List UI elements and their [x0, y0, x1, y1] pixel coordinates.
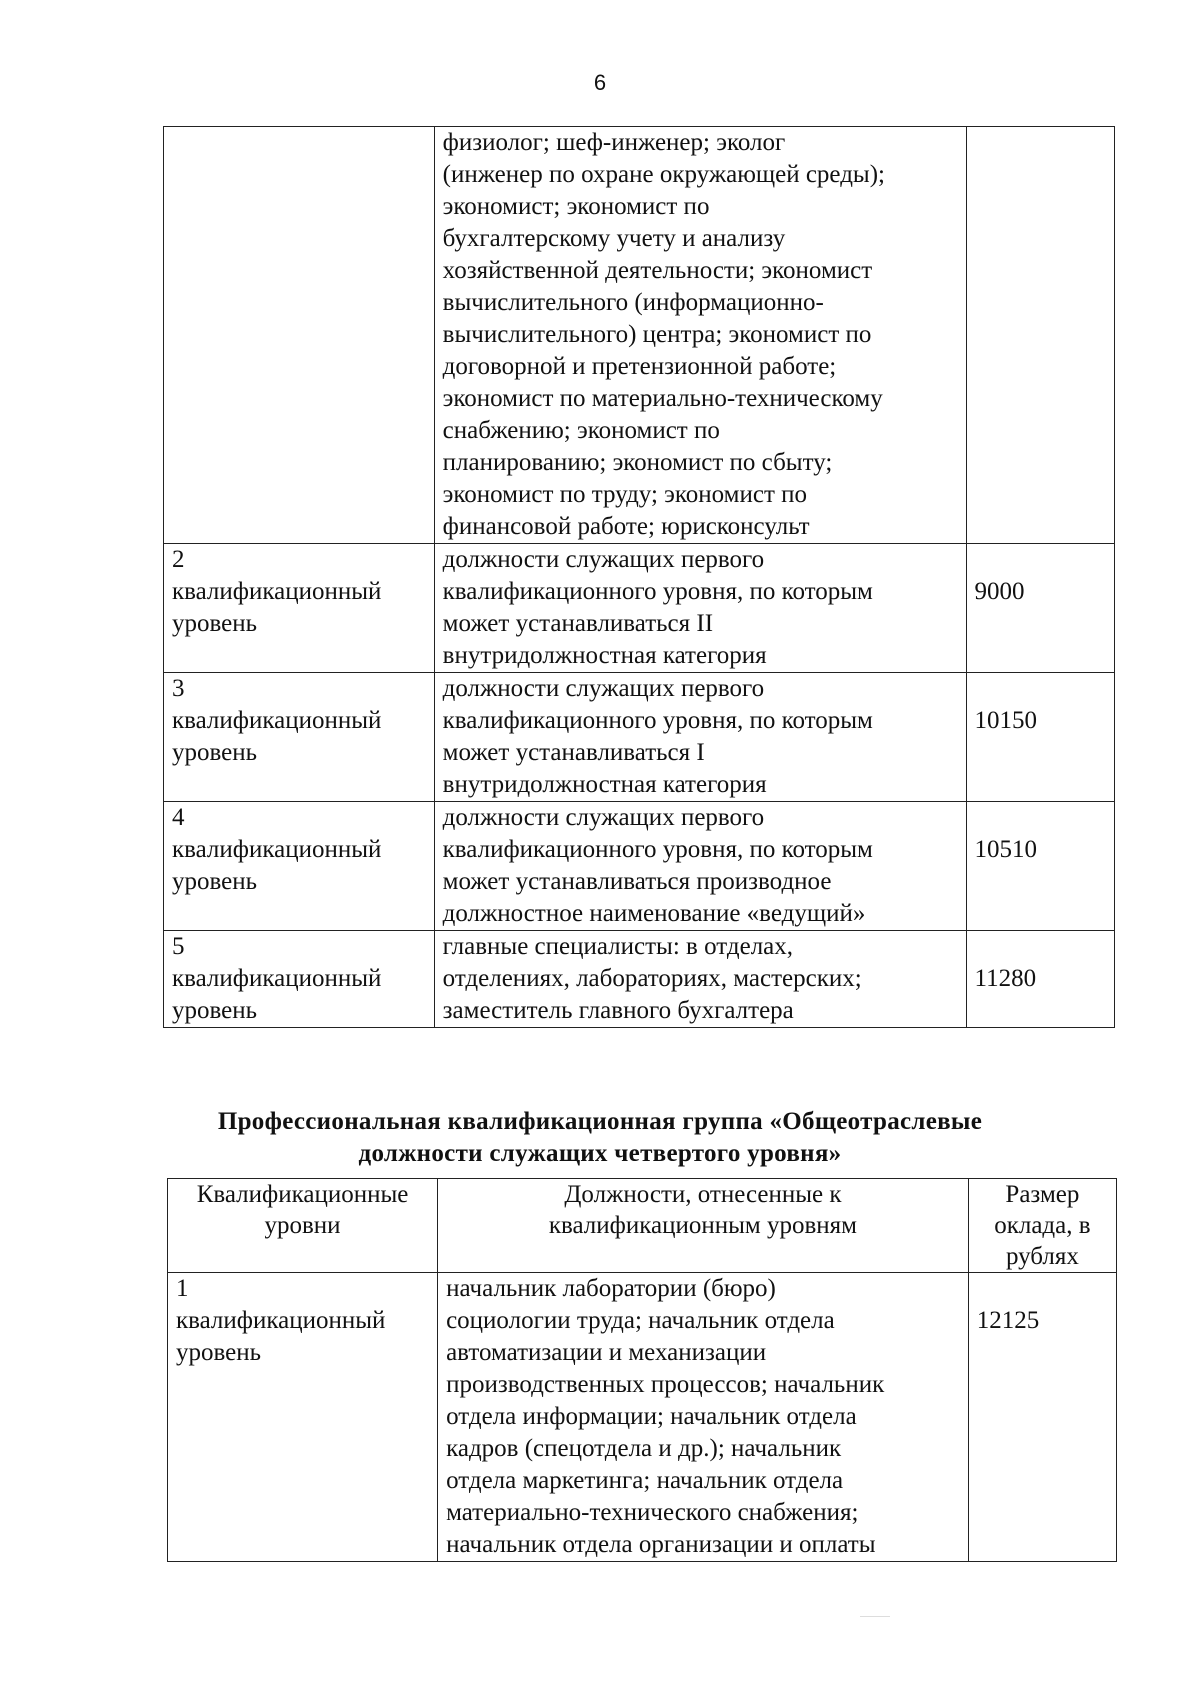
positions-cell: [434, 127, 966, 544]
salary-value: 9000: [974, 578, 1025, 605]
salary-cell: [968, 1273, 1116, 1562]
cell-line: должностное наименование «ведущий»: [442, 900, 866, 927]
salary-value: 10510: [974, 836, 1037, 863]
header-line: Размер: [1005, 1181, 1080, 1208]
cell-line: внутридолжностная категория: [442, 771, 767, 798]
cell-line: хозяйственной деятельности; экономист: [442, 257, 873, 284]
positions-cell: [438, 1273, 969, 1562]
cell-line: 1: [176, 1275, 189, 1302]
level-cell: [168, 1273, 438, 1562]
cell-line: начальник лаборатории (бюро): [446, 1275, 776, 1302]
level-cell: [164, 127, 435, 544]
table-row: [164, 802, 1115, 931]
salary-cell: [966, 931, 1115, 1028]
cell-line: материально-технического снабжения;: [446, 1499, 859, 1526]
cell-line: уровень: [172, 868, 258, 895]
cell-line: квалификационного уровня, по которым: [442, 578, 873, 605]
table-row: [164, 127, 1115, 544]
cell-line: 5: [172, 933, 185, 960]
table-row: [164, 673, 1115, 802]
cell-line: должности служащих первого: [442, 675, 765, 702]
header-line: уровни: [264, 1212, 341, 1239]
cell-line: должности служащих первого: [442, 546, 765, 573]
cell-line: квалификационный: [176, 1307, 386, 1334]
positions-cell: [434, 673, 966, 802]
level-cell: [164, 673, 435, 802]
cell-line: автоматизации и механизации: [446, 1339, 767, 1366]
cell-line: планированию; экономист по сбыту;: [442, 449, 833, 476]
level-cell: [164, 544, 435, 673]
header-salary: [968, 1179, 1116, 1273]
salary-value: 10150: [974, 707, 1037, 734]
header-line: рублях: [1005, 1243, 1079, 1270]
cell-line: квалификационный: [172, 965, 382, 992]
cell-line: квалификационный: [172, 836, 382, 863]
cell-line: квалификационный: [172, 578, 382, 605]
cell-line: может устанавливаться II: [442, 610, 714, 637]
table-row: [164, 931, 1115, 1028]
section-title-line1: Профессиональная квалификационная группа «Общеотраслевые: [217, 1108, 983, 1135]
header-line: Квалификационные: [196, 1181, 409, 1208]
qualification-table-part1: [163, 126, 1115, 1028]
cell-line: экономист по материально-техническому: [442, 385, 883, 412]
cell-line: уровень: [172, 997, 258, 1024]
cell-line: начальник отдела организации и оплаты: [446, 1531, 876, 1558]
cell-line: уровень: [172, 610, 258, 637]
cell-line: снабжению; экономист по: [442, 417, 720, 444]
cell-line: вычислительного) центра; экономист по: [442, 321, 872, 348]
cell-line: бухгалтерскому учету и анализу: [442, 225, 786, 252]
cell-line: должности служащих первого: [442, 804, 765, 831]
cell-line: физиолог; шеф-инженер; эколог: [442, 129, 786, 156]
cell-line: экономист по труду; экономист по: [442, 481, 808, 508]
cell-line: может устанавливаться производное: [442, 868, 832, 895]
cell-line: производственных процессов; начальник: [446, 1371, 885, 1398]
cell-line: (инженер по охране окружающей среды);: [442, 161, 885, 188]
table-row: [164, 544, 1115, 673]
cell-line: экономист; экономист по: [442, 193, 710, 220]
header-levels: [168, 1179, 438, 1273]
cell-line: квалификационный: [172, 707, 382, 734]
page-number: 6: [593, 70, 607, 95]
salary-cell: [966, 127, 1115, 544]
cell-line: договорной и претензионной работе;: [442, 353, 837, 380]
salary-cell: [966, 673, 1115, 802]
positions-cell: [434, 931, 966, 1028]
qualification-table-part2: [167, 1178, 1117, 1562]
cell-line: может устанавливаться I: [442, 739, 705, 766]
positions-cell: [434, 544, 966, 673]
cell-line: вычислительного (информационно-: [442, 289, 824, 316]
cell-line: финансовой работе; юрисконсульт: [442, 513, 810, 540]
salary-value: 12125: [976, 1307, 1040, 1334]
cell-line: уровень: [176, 1339, 262, 1366]
cell-line: отдела информации; начальник отдела: [446, 1403, 857, 1430]
salary-cell: [966, 544, 1115, 673]
section-title-line2: должности служащих четвертого уровня»: [358, 1140, 842, 1167]
header-positions: [438, 1179, 969, 1273]
cell-line: 3: [172, 675, 185, 702]
salary-value: 11280: [974, 965, 1037, 992]
cell-line: главные специалисты: в отделах,: [442, 933, 794, 960]
cell-line: социологии труда; начальник отдела: [446, 1307, 835, 1334]
cell-line: кадров (спецотдела и др.); начальник: [446, 1435, 842, 1462]
table-row: [168, 1273, 1117, 1562]
cell-line: квалификационного уровня, по которым: [442, 707, 873, 734]
cell-line: внутридолжностная категория: [442, 642, 767, 669]
header-line: квалификационным уровням: [548, 1212, 857, 1239]
cell-line: отдела маркетинга; начальник отдела: [446, 1467, 844, 1494]
salary-cell: [966, 802, 1115, 931]
cell-line: отделениях, лабораториях, мастерских;: [442, 965, 862, 992]
level-cell: [164, 931, 435, 1028]
header-line: Должности, отнесенные к: [564, 1181, 842, 1208]
cell-line: 2: [172, 546, 185, 573]
cell-line: 4: [172, 804, 185, 831]
table-header-row: [168, 1179, 1117, 1273]
section-title: [150, 1106, 1050, 1170]
level-cell: [164, 802, 435, 931]
positions-cell: [434, 802, 966, 931]
cell-line: квалификационного уровня, по которым: [442, 836, 873, 863]
header-line: оклада, в: [994, 1212, 1091, 1239]
cell-line: уровень: [172, 739, 258, 766]
cell-line: заместитель главного бухгалтера: [442, 997, 794, 1024]
scan-mark: [860, 1616, 890, 1617]
